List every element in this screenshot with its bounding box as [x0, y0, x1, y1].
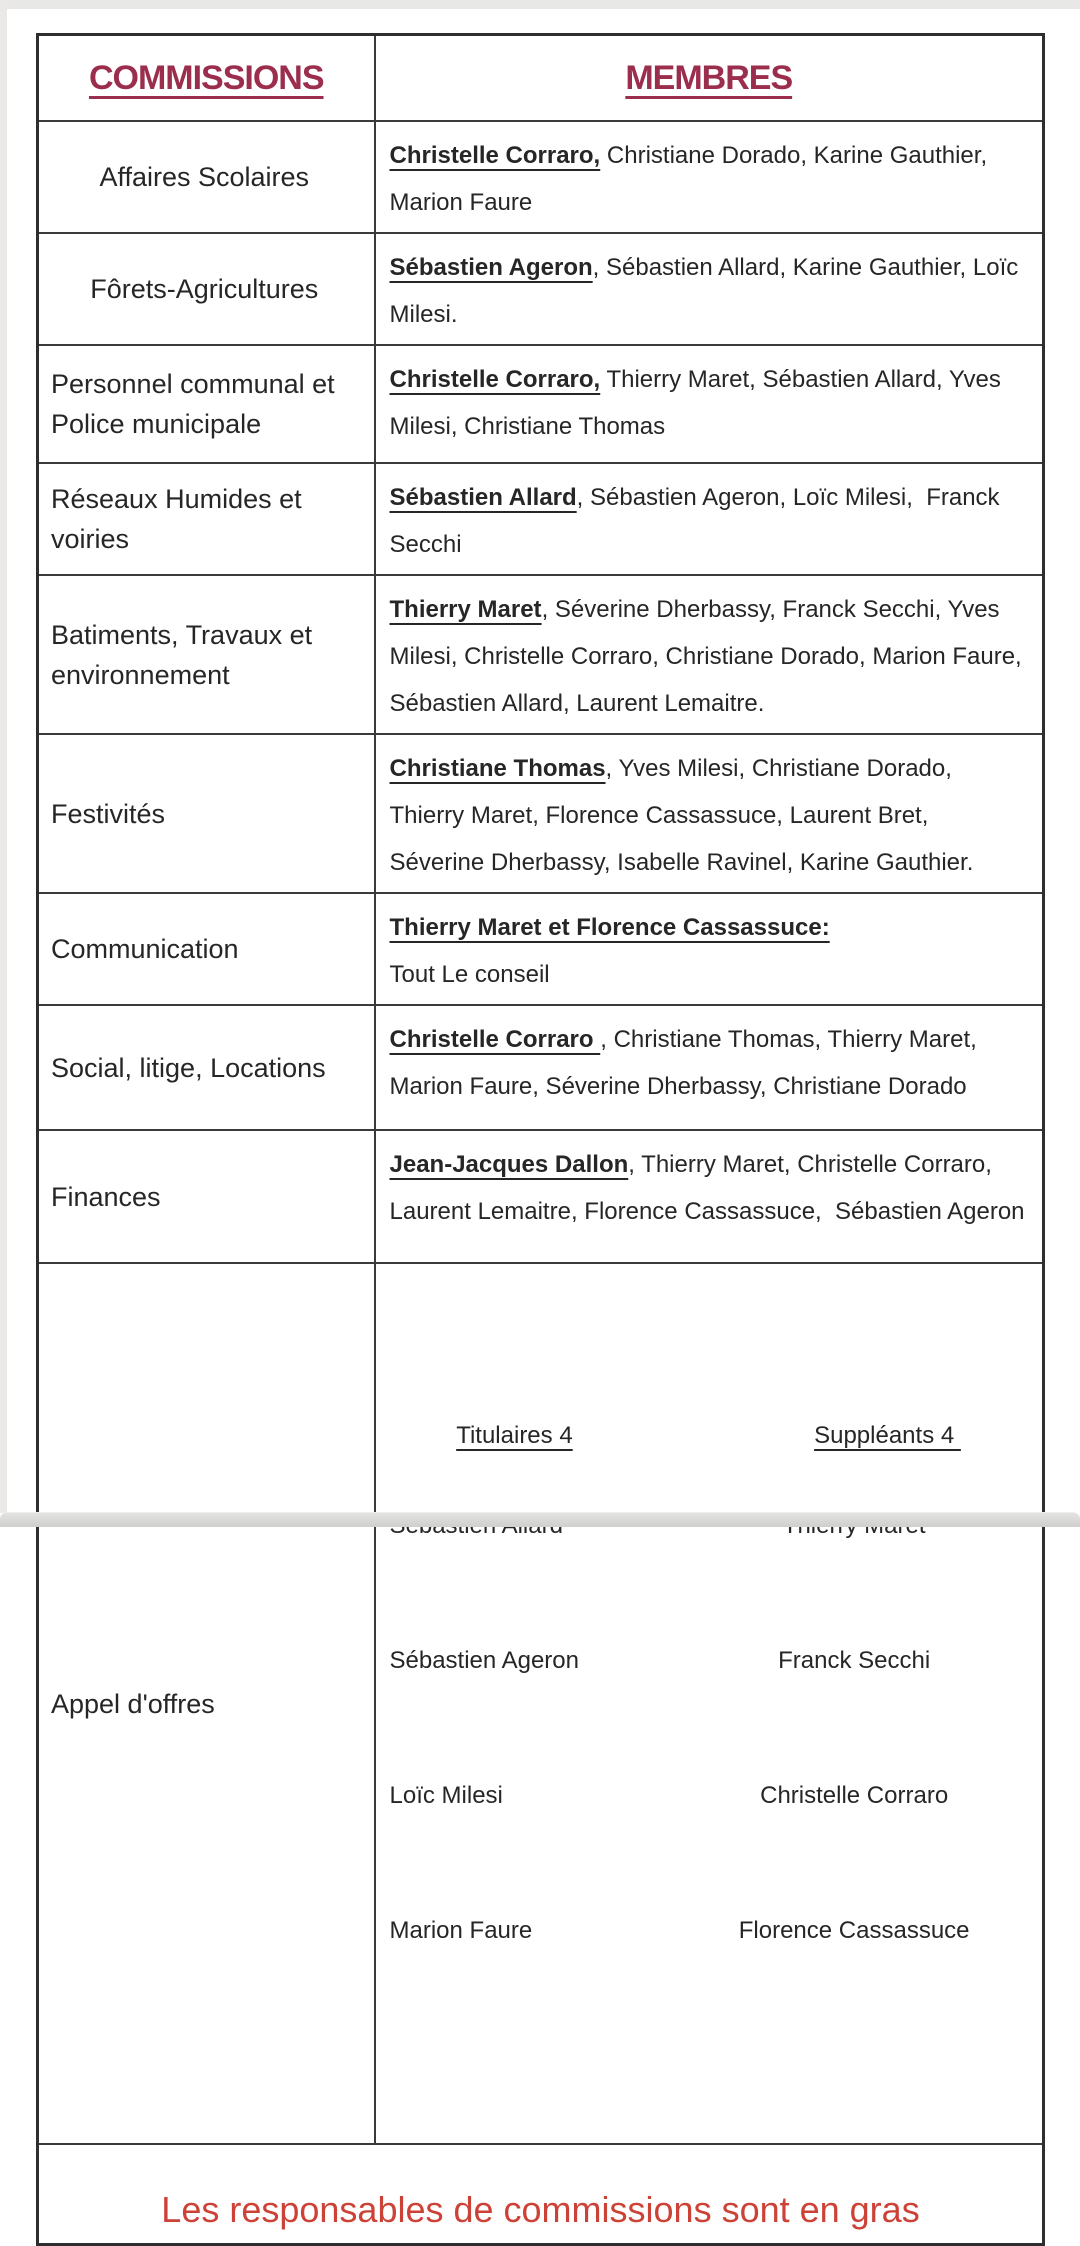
commissions-table — [36, 33, 1045, 2246]
responsible-member: Sébastien Ageron — [389, 254, 593, 281]
titulaires-list — [390, 1368, 683, 2043]
table-row — [38, 575, 1044, 734]
table-row — [38, 233, 1044, 345]
table-row — [38, 893, 1044, 1005]
responsible-member: Christelle Corraro, — [389, 366, 601, 393]
responsible-member: Christiane Thomas — [389, 755, 606, 782]
members-cell — [375, 893, 1044, 1005]
table-row — [38, 121, 1044, 233]
table-row — [38, 463, 1044, 575]
suppleant-name: Florence Cassassuce — [738, 1917, 970, 1944]
responsible-member: Sébastien Allard — [389, 484, 577, 511]
members-cell — [375, 734, 1044, 893]
titulaire-name: Sébastien Ageron — [389, 1647, 579, 1674]
other-members: Thierry Maret, Sébastien Allard, Yves Milesi, Christiane Thomas — [389, 366, 1008, 440]
commission-name: Batiments, Travaux et environnement — [38, 575, 375, 734]
commission-name: Social, litige, Locations — [38, 1005, 375, 1130]
members-cell — [375, 463, 1044, 575]
suppleant-name: Franck Secchi — [778, 1647, 931, 1674]
members-cell — [375, 1130, 1044, 1263]
table-row — [38, 734, 1044, 893]
members-cell — [375, 1263, 1044, 2144]
responsible-member: Thierry Maret — [389, 596, 542, 623]
responsible-member: Jean-Jacques Dallon — [389, 1151, 629, 1178]
titulaire-name: Loïc Milesi — [389, 1782, 503, 1809]
table-header-row — [38, 35, 1044, 122]
appel-offres-lists — [390, 1368, 1027, 2043]
commission-name: Festivités — [38, 734, 375, 893]
members-cell — [375, 1005, 1044, 1130]
table-row — [38, 1263, 1044, 2144]
responsible-member: Christelle Corraro — [389, 1026, 601, 1053]
commission-name: Fôrets-Agricultures — [38, 233, 375, 345]
commission-name: Appel d'offres — [38, 1263, 375, 2144]
footer-note: Les responsables de commissions sont en gras — [38, 2144, 1044, 2245]
suppleants-list — [682, 1368, 1026, 2043]
table-row — [38, 345, 1044, 463]
commission-name: Réseaux Humides et voiries — [38, 463, 375, 575]
commission-name: Affaires Scolaires — [38, 121, 375, 233]
other-members: , Thierry Maret, Christelle Corraro, Laurent Lemaitre, Florence Cassassuce, Sébastien Ageron — [389, 1151, 1025, 1225]
other-members: , Séverine Dherbassy, Franck Secchi, Yves Milesi, Christelle Corraro, Christiane Dorado, Marion Faure, Sébastien Allard, Laurent Lemaitre. — [389, 596, 1029, 717]
members-note: Tout Le conseil — [389, 961, 550, 988]
commission-name: Communication — [38, 893, 375, 1005]
commission-name: Personnel communal et Police municipale — [38, 345, 375, 463]
scan-left-edge — [0, 0, 7, 1513]
members-cell — [375, 121, 1044, 233]
other-members: , Christiane Thomas, Thierry Maret, Marion Faure, Séverine Dherbassy, Christiane Dorado — [389, 1026, 984, 1100]
commission-name: Finances — [38, 1130, 375, 1263]
responsible-member: Christelle Corraro, — [389, 142, 601, 169]
other-members: , Sébastien Allard, Karine Gauthier, Loïc Milesi. — [389, 254, 1025, 328]
scan-top-edge — [0, 0, 1080, 9]
members-cell — [375, 233, 1044, 345]
table-row — [38, 1130, 1044, 1263]
suppleants-title: Suppléants 4 — [814, 1422, 961, 1449]
titulaire-name: Marion Faure — [389, 1917, 533, 1944]
members-cell — [375, 345, 1044, 463]
column-header-membres: MEMBRES — [375, 35, 1044, 122]
other-members: Christiane Dorado, Karine Gauthier, Marion Faure — [389, 142, 994, 216]
responsible-members: Thierry Maret et Florence Cassassuce: — [389, 914, 830, 941]
table-footer-row — [38, 2144, 1044, 2245]
column-header-commissions: COMMISSIONS — [38, 35, 375, 122]
table-row — [38, 1005, 1044, 1130]
titulaires-title: Titulaires 4 — [456, 1422, 573, 1449]
other-members: , Sébastien Ageron, Loïc Milesi, Franck Secchi — [389, 484, 1007, 558]
members-cell — [375, 575, 1044, 734]
suppleant-name: Christelle Corraro — [760, 1782, 949, 1809]
viewer-bottom-edge — [0, 1512, 1080, 1527]
other-members: , Yves Milesi, Christiane Dorado, Thierry Maret, Florence Cassassuce, Laurent Bret, Séverine Dherbassy, Isabelle Ravinel, Karine Gauthier. — [389, 755, 974, 876]
